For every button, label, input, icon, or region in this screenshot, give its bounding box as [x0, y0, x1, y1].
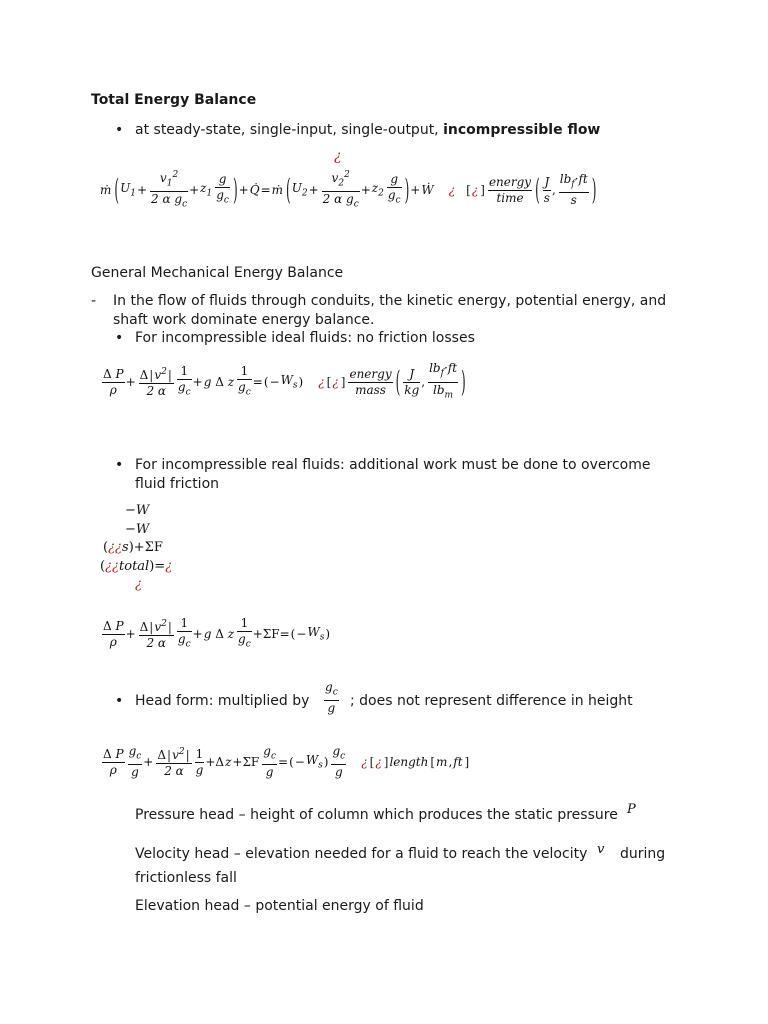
units-mass: mass: [355, 382, 386, 397]
w-line-3-s: s: [122, 540, 129, 555]
equation-head-form: $\frac{\text{Δ P}}{\rho}$ $\frac{g_c}{g}$ + $\frac{\Delta|v^2|}{2 \alpha}$ $\frac{1}{g}$ +Δ z +ΣF $\frac{g_c}{g}$ = ( − $W_s$ ) $\frac{g_c}{g}$ ¿ [ ¿ ] length [ m , ft ]: [103, 743, 470, 780]
elevation-head-text: Elevation head – potential energy of fluid: [135, 898, 424, 914]
bullet-steady-state: [135, 122, 600, 138]
unit-kg: kg: [404, 382, 420, 397]
w-line-4: (¿¿total)=¿: [100, 559, 173, 574]
bullet-dot: •: [115, 457, 124, 473]
unit-s: s: [543, 190, 550, 205]
placeholder-glyph: ¿: [334, 148, 342, 164]
unit-ft: ft: [453, 755, 463, 769]
unit-lbm-sub: m: [444, 389, 454, 400]
units-length: length: [389, 755, 429, 769]
unit-lb: lb: [559, 171, 572, 186]
units-time: time: [496, 190, 524, 205]
bullet-head-form-pre: Head form: multiplied by: [135, 693, 310, 709]
head-form-fraction: $\frac{g_c}{g}$: [325, 680, 338, 716]
section-heading-total-energy: Total Energy Balance: [91, 92, 257, 108]
equation-total-energy: ṁ ( $U_1$ + $\frac{v_1^2}{2 \alpha g_c}$ + $z_1$ $\frac{g}{g_c}$ ) + Q̇ = ṁ ( $U_2$ + $\frac{v_2^2}{2 \alpha g_c}$ + $z_2$ $\frac{g}{g_c}$ ) + Ẇ ¿ [ ¿ ] $\frac{\text{energy}}{\text{time}}$ ( $\frac{J}{s}$ , $\frac{lb_f\cdot ft}{s}$ ): [100, 169, 597, 210]
units-energy: energy: [349, 366, 392, 381]
pressure-head-text: Pressure head – height of column which produces the static pressure: [135, 807, 618, 823]
bullet-dot: •: [115, 693, 124, 709]
bullet-head-form-post: ; does not represent difference in height: [350, 693, 633, 709]
unit-lb-sub: f: [571, 179, 575, 190]
unit-ft: ·ft: [443, 361, 458, 376]
section-heading-mechanical: General Mechanical Energy Balance: [91, 265, 344, 281]
units-energy: energy: [488, 174, 532, 189]
bullet-real-fluids-line1: For incompressible real fluids: additional work must be done to overcome: [135, 457, 651, 473]
bullet-bold-text: incompressible flow: [443, 122, 601, 138]
equation-real-fluids: $\frac{\text{Δ P}}{\rho}$ + $\frac{\Delta|v^2|}{2 \alpha}$ $\frac{1}{g_c}$ + g Δ z $\frac{1}{g_c}$ +ΣF= ( − $W_s$ ): [103, 615, 331, 650]
dash-marker: -: [91, 293, 97, 309]
bullet-real-fluids-line2: fluid friction: [135, 476, 220, 492]
w-line-3: (¿¿s)+ΣF: [103, 540, 163, 555]
unit-lb-sub: f: [440, 368, 444, 379]
unit-j: J: [544, 174, 550, 189]
w-line-1: −W: [125, 503, 150, 518]
unit-s2: s: [570, 193, 577, 208]
unit-m: m: [436, 755, 448, 769]
placeholder-glyph: ¿: [135, 577, 142, 592]
unit-lbm: lb: [433, 382, 445, 397]
dash-text-line2: shaft work dominate energy balance.: [113, 312, 375, 328]
bullet-dot: •: [115, 330, 124, 346]
velocity-head-cont: frictionless fall: [135, 870, 237, 886]
w-line-4-total: total: [119, 559, 150, 574]
equation-ideal-fluids: $\frac{\text{Δ P}}{\rho}$ + $\frac{\Delta|v^2|}{2 \alpha}$ $\frac{1}{g_c}$ + g Δ z $\frac{1}{g_c}$ = ( − $W_s$ ) ¿ [ ¿ ] $\frac{\text{energy}}{\text{mass}}$ ( $\frac{J}{kg}$ , $\frac{lb_f\cdot ft}{lb_m}$ ): [103, 361, 466, 400]
pressure-symbol: P: [627, 802, 636, 817]
unit-ft: ·ft: [574, 171, 588, 186]
bullet-ideal-fluids: For incompressible ideal fluids: no friction losses: [135, 330, 475, 346]
w-line-2: −W: [125, 522, 150, 537]
bullet-dot: •: [115, 122, 124, 138]
velocity-symbol: v: [597, 842, 605, 857]
velocity-head-text: Velocity head – elevation needed for a fluid to reach the velocity: [135, 846, 588, 862]
bullet-text: at steady-state, single-input, single-output,: [135, 122, 444, 138]
velocity-head-during: during: [620, 846, 666, 862]
unit-j: J: [403, 367, 420, 383]
dash-text-line1: In the flow of fluids through conduits, the kinetic energy, potential energy, and: [113, 293, 667, 309]
unit-lb: lb: [429, 361, 441, 376]
